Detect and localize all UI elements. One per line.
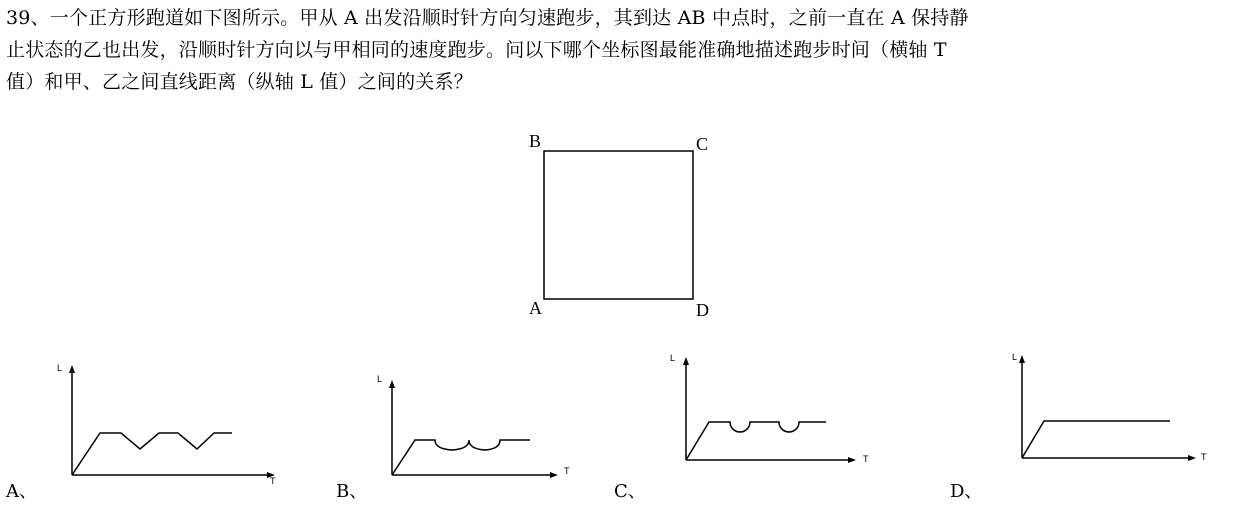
x-axis-label: T <box>863 454 869 464</box>
option-c-curve <box>686 422 826 460</box>
square-outline <box>544 151 693 299</box>
option-a-graph <box>52 358 292 492</box>
square-track <box>520 130 720 320</box>
x-axis-label: T <box>1201 452 1207 462</box>
corner-label-d: D <box>696 300 709 320</box>
y-axis-label: L <box>1012 352 1018 362</box>
option-d-graph <box>1000 350 1230 474</box>
square-track-figure <box>520 130 720 320</box>
question-line-1: 39、一个正方形跑道如下图所示。甲从 A 出发沿顺时针方向匀速跑步，其到达 AB 中点时，之前一直在 A 保持静 <box>6 7 969 29</box>
corner-label-b: B <box>529 131 542 151</box>
x-axis-label: T <box>270 476 276 486</box>
option-b-curve <box>392 440 530 475</box>
option-a-label[interactable]: A、 <box>6 481 37 502</box>
option-b-label[interactable]: B、 <box>336 481 368 502</box>
corner-label-c: C <box>696 134 709 154</box>
option-c-graph <box>664 350 884 474</box>
option-d-label[interactable]: D、 <box>950 481 983 502</box>
y-axis-label: L <box>57 363 63 373</box>
question-line-3: 值）和甲、乙之间直线距离（纵轴 L 值）之间的关系？ <box>6 71 473 93</box>
y-axis-label: L <box>377 374 383 384</box>
option-b-graph <box>372 370 592 489</box>
option-d-plot <box>1000 350 1230 470</box>
option-a-curve <box>72 433 232 475</box>
question-line-2: 止状态的乙也出发，沿顺时针方向以与甲相同的速度跑步。问以下哪个坐标图最能准确地描述跑步时间（横轴 T <box>6 39 947 61</box>
y-axis-label: L <box>670 353 676 363</box>
corner-label-a: A <box>529 298 542 318</box>
option-a-plot <box>52 358 292 488</box>
x-axis-label: T <box>564 466 570 476</box>
option-c-label[interactable]: C、 <box>614 481 646 502</box>
question-text <box>6 2 1234 98</box>
option-d-curve <box>1022 421 1170 458</box>
option-c-plot <box>664 350 884 470</box>
option-b-plot <box>372 370 592 485</box>
